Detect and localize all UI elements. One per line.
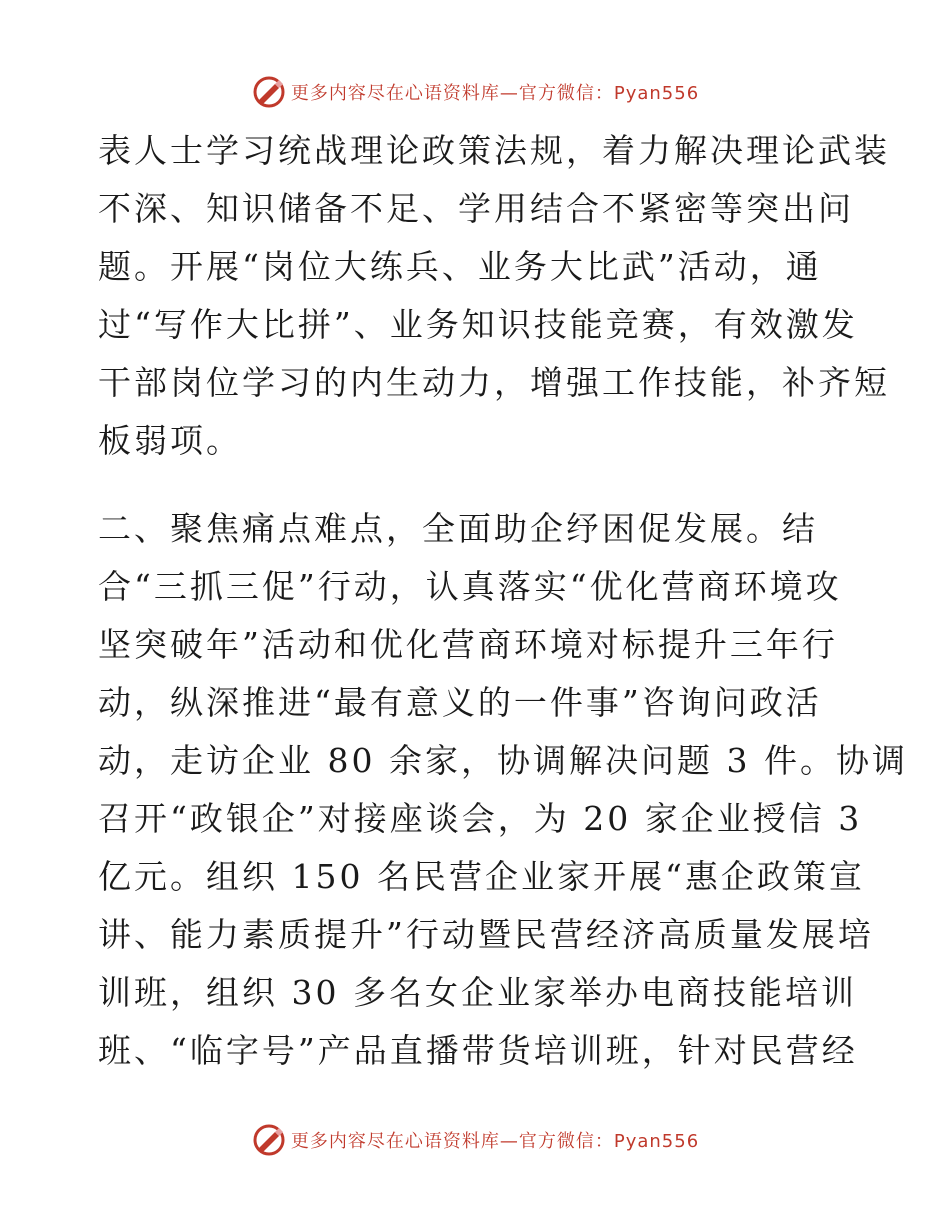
text-line: 班、“临字号”产品直播带货培训班，针对民营经 <box>98 1031 858 1070</box>
text-line: 题。开展“岗位大练兵、业务大比武”活动，通 <box>98 247 822 286</box>
text-line: 表人士学习统战理论政策法规，着力解决理论武装 <box>98 131 890 170</box>
header-watermark <box>0 72 950 112</box>
text-line: 合“三抓三促”行动，认真落实“优化营商环境攻 <box>98 567 842 606</box>
watermark-text: 更多内容尽在心语资料库—官方微信：Pyan556 <box>290 83 700 104</box>
text-line: 过“写作大比拼”、业务知识技能竞赛，有效激发 <box>98 305 858 344</box>
text-line: 二、聚焦痛点难点，全面助企纾困促发展。结 <box>98 509 818 548</box>
text-line: 训班，组织 30 多名女企业家举办电商技能培训 <box>98 973 857 1012</box>
pen-logo-icon <box>251 1122 287 1158</box>
paragraph-2 <box>98 500 908 1080</box>
text-line: 动，纵深推进“最有意义的一件事”咨询问政活 <box>98 683 822 722</box>
document-body <box>98 122 908 1080</box>
text-line: 板弱项。 <box>98 421 242 460</box>
text-line: 干部岗位学习的内生动力，增强工作技能，补齐短 <box>98 363 890 402</box>
pen-logo-icon <box>251 74 287 110</box>
text-line: 坚突破年”活动和优化营商环境对标提升三年行 <box>98 625 838 664</box>
watermark-text: 更多内容尽在心语资料库—官方微信：Pyan556 <box>290 1131 700 1152</box>
text-line: 动，走访企业 80 余家，协调解决问题 3 件。协调 <box>98 741 908 780</box>
text-line: 亿元。组织 150 名民营企业家开展“惠企政策宣 <box>98 857 865 896</box>
text-line: 不深、知识储备不足、学用结合不紧密等突出问 <box>98 189 854 228</box>
text-line: 召开“政银企”对接座谈会，为 20 家企业授信 3 <box>98 799 863 838</box>
paragraph-1 <box>98 122 890 470</box>
paragraph-gap <box>98 470 858 500</box>
text-line: 讲、能力素质提升”行动暨民营经济高质量发展培 <box>98 915 874 954</box>
footer-watermark <box>0 1120 950 1160</box>
